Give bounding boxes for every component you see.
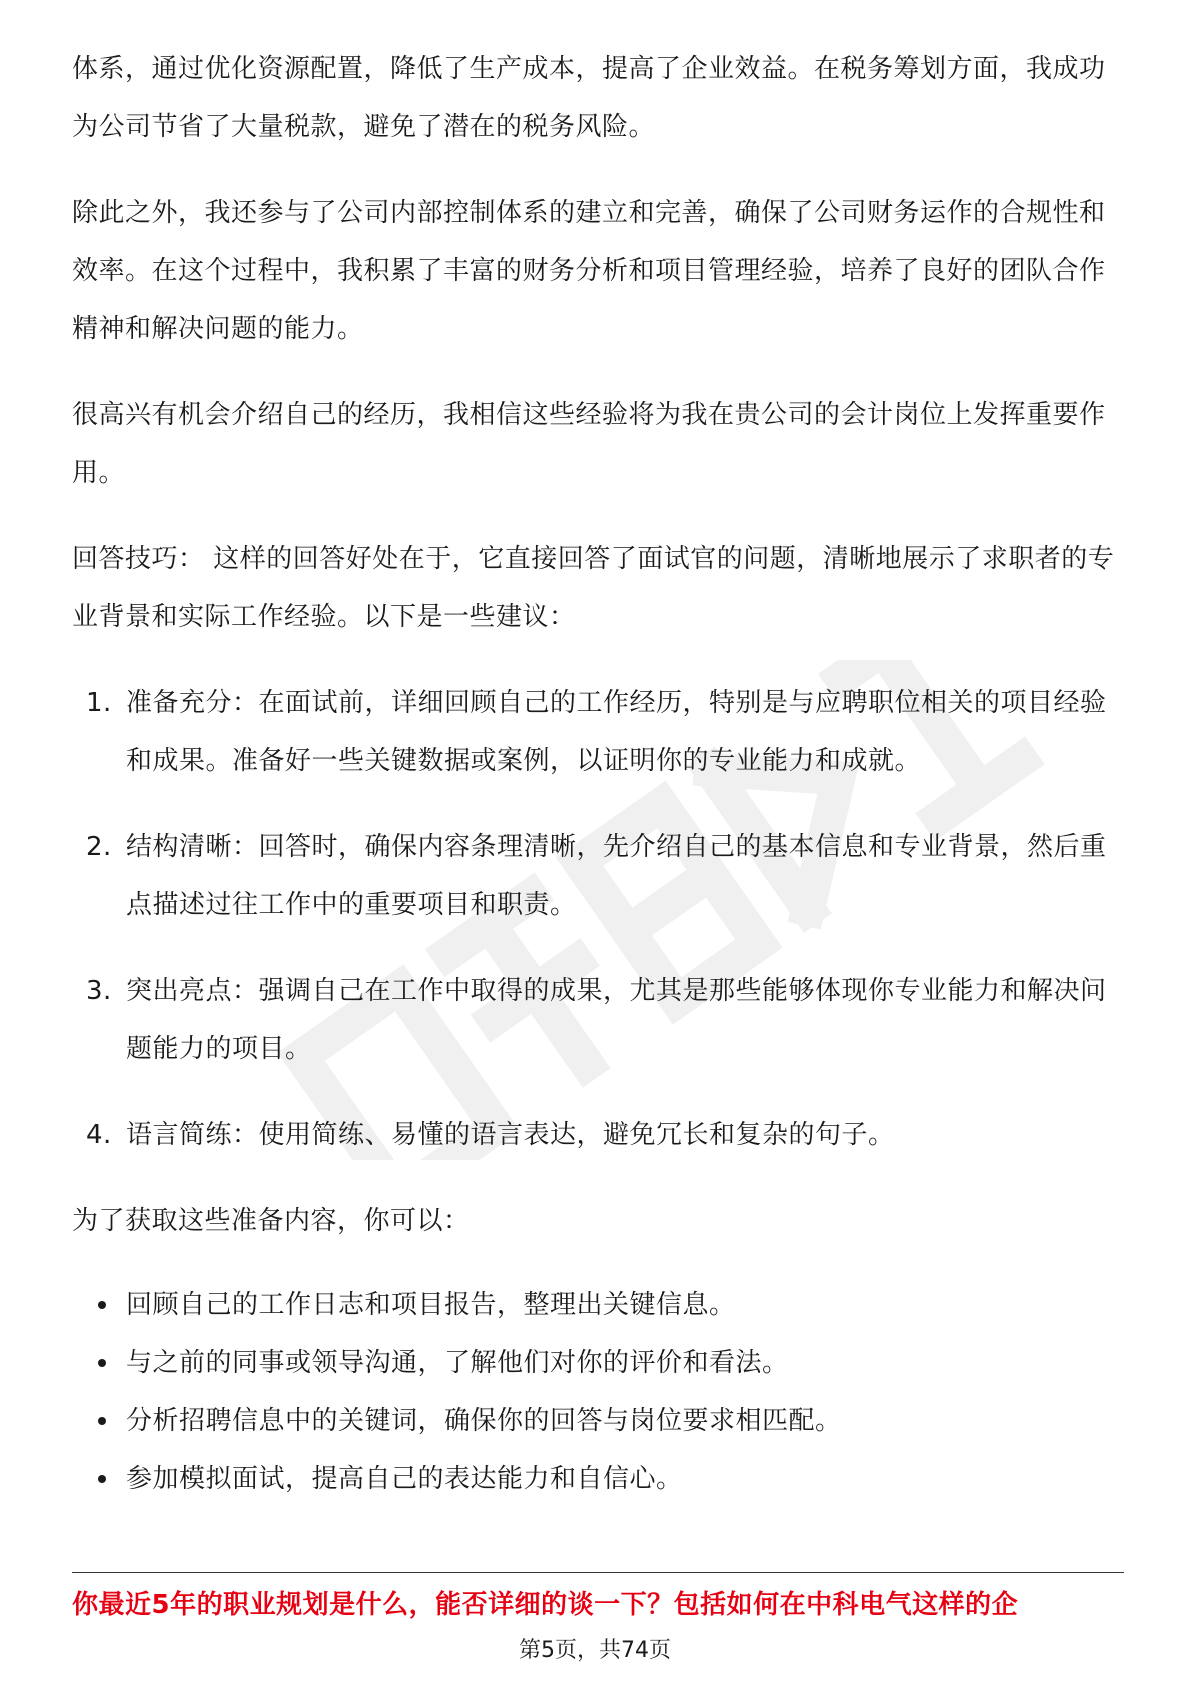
- bullet-text: 分析招聘信息中的关键词，确保你的回答与岗位要求相匹配。: [126, 1406, 842, 1436]
- list-number: 1.: [86, 688, 112, 718]
- bullet-text: 与之前的同事或领导沟通，了解他们对你的评价和看法。: [126, 1348, 789, 1378]
- list-item-text: 语言简练：使用简练、易懂的语言表达，避免冗长和复杂的句子。: [126, 1120, 895, 1150]
- bullet-item: [72, 1392, 1122, 1450]
- list-item: [72, 818, 1122, 934]
- list-item: [72, 962, 1122, 1078]
- prep-intro: 为了获取这些准备内容，你可以：: [72, 1206, 470, 1236]
- list-item: [72, 674, 1122, 790]
- bullet-dot-icon: [98, 1301, 106, 1309]
- paragraph: 除此之外，我还参与了公司内部控制体系的建立和完善，确保了公司财务运作的合规性和效率。在这个过程中，我积累了丰富的财务分析和项目管理经验，培养了良好的团队合作精神和解决问题的能力。: [72, 198, 1106, 344]
- answer-tips-paragraph: 回答技巧： 这样的回答好处在于，它直接回答了面试官的问题，清晰地展示了求职者的专业背景和实际工作经验。以下是一些建议：: [72, 544, 1115, 632]
- suggestion-list: [72, 674, 1122, 1164]
- list-item: [72, 1106, 1122, 1164]
- main-content: [72, 40, 1122, 1508]
- prep-bullet-list: [72, 1276, 1122, 1508]
- list-number: 2.: [86, 832, 112, 862]
- list-item-text: 准备充分：在面试前，详细回顾自己的工作经历，特别是与应聘职位相关的项目经验和成果。准备好一些关键数据或案例，以证明你的专业能力和成就。: [126, 688, 1107, 776]
- bullet-text: 回顾自己的工作日志和项目报告，整理出关键信息。: [126, 1290, 736, 1320]
- footer-divider: [72, 1572, 1124, 1573]
- list-number: 3.: [86, 976, 112, 1006]
- bullet-dot-icon: [98, 1417, 106, 1425]
- bullet-item: [72, 1276, 1122, 1334]
- page-number: 第5页，共74页: [519, 1638, 671, 1663]
- bullet-dot-icon: [98, 1475, 106, 1483]
- list-item-text: 结构清晰：回答时，确保内容条理清晰，先介绍自己的基本信息和专业背景，然后重点描述过往工作中的重要项目和职责。: [126, 832, 1107, 920]
- paragraph: 体系，通过优化资源配置，降低了生产成本，提高了企业效益。在税务筹划方面，我成功为公司节省了大量税款，避免了潜在的税务风险。: [72, 54, 1106, 142]
- bullet-dot-icon: [98, 1359, 106, 1367]
- bullet-item: [72, 1334, 1122, 1392]
- bullet-text: 参加模拟面试，提高自己的表达能力和自信心。: [126, 1464, 683, 1494]
- next-question-heading: 你最近5年的职业规划是什么，能否详细的谈一下？包括如何在中科电气这样的企: [72, 1590, 1019, 1620]
- list-item-text: 突出亮点：强调自己在工作中取得的成果，尤其是那些能够体现你专业能力和解决问题能力的项目。: [126, 976, 1107, 1064]
- bullet-item: [72, 1450, 1122, 1508]
- list-number: 4.: [86, 1120, 112, 1150]
- paragraph: 很高兴有机会介绍自己的经历，我相信这些经验将为我在贵公司的会计岗位上发挥重要作用。: [72, 400, 1106, 488]
